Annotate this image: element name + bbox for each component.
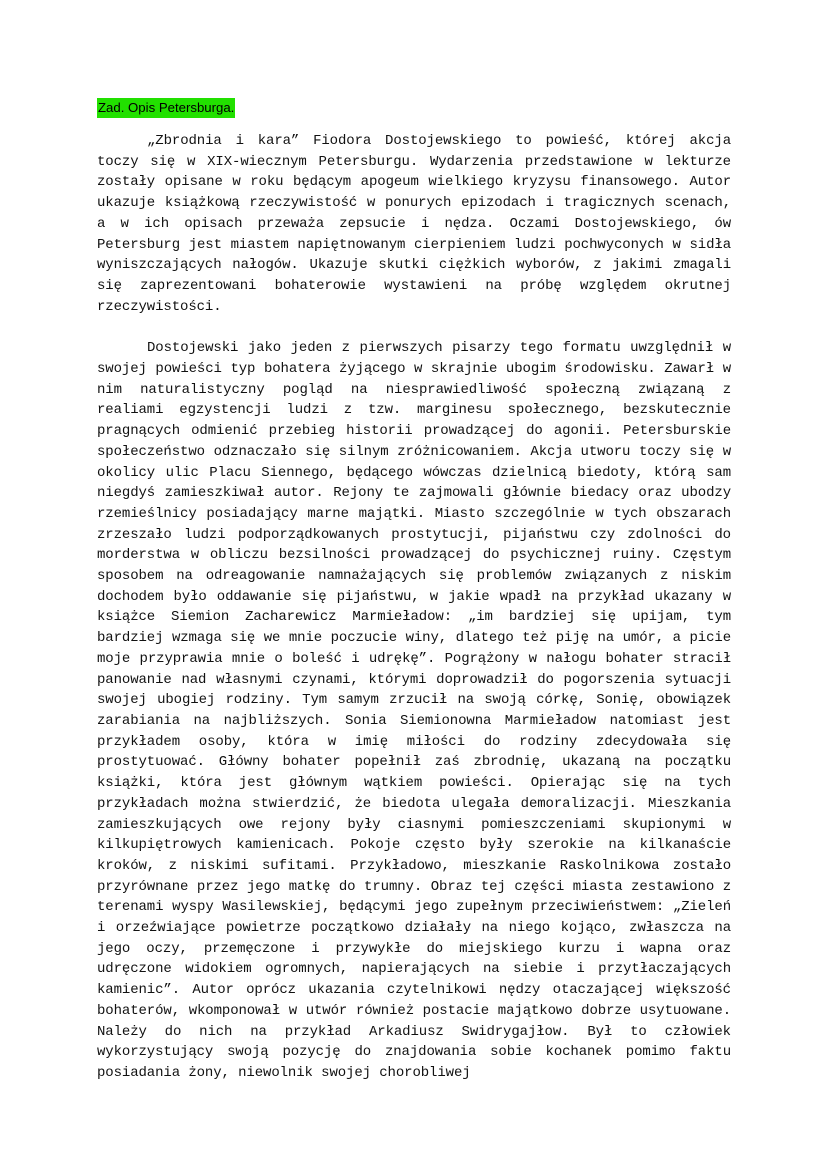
paragraph-2: Dostojewski jako jeden z pierwszych pisarzy tego formatu uwzględnił w swojej powieści typ bohatera żyjącego w skrajnie ubogim środowisku. Zawarł w nim naturalistyczny pogląd na niesprawiedliwość społeczną związaną z realiami egzystencji ludzi z tzw. marginesu społecznego, bezskutecznie pragnących odmienić przebieg historii prowadzącej do agonii. Petersburskie społeczeństwo odznaczało się silnym zróżnicowaniem. Akcja utworu toczy się w okolicy ulic Placu Siennego, będącego wówczas dzielnicą biedoty, którą sam niegdyś zamieszkiwał autor. Rejony te zajmowali głównie biedacy oraz ubodzy rzemieślnicy posiadający marne majątki. Miasto szczególnie w tych obszarach zrzeszało ludzi podporządkowanych prostytucji, pijaństwu czy zdolności do morderstwa w obliczu bezsilności prowadzącej do psychicznej ruiny. Częstym sposobem na odreagowanie namnażających się problemów związanych z niskim dochodem było oddawanie się pijaństwu, w jakie wpadł na przykład ukazany w książce Siemion Zacharewicz Marmieładow: „im bardziej się upijam, tym bardziej wzmaga się we mnie poczucie winy, dlatego też piję na umór, a picie moje przyprawia mnie o boleść i udrękę”. Pogrążony w nałogu bohater stracił panowanie nad własnymi czynami, którymi doprowadził do pogorszenia sytuacji swojej ubogiej rodziny. Tym samym zrzucił na swoją córkę, Sonię, obowiązek zarabiania na najbliższych. Sonia Siemionowna Marmieładow natomiast jest przykładem osoby, która w imię miłości do rodziny zdecydowała się prostytuować. Główny bohater popełnił zaś zbrodnię, ukazaną na początku książki, która jest głównym wątkiem powieści. Opierając się na tych przykładach można stwierdzić, że biedota ulegała demoralizacji. Mieszkania zamieszkujących owe rejony były ciasnymi pomieszczeniami skupionymi w kilkupiętrowych kamienicach. Pokoje często były szerokie na kilkanaście kroków, z niskimi sufitami. Przykładowo, mieszkanie Raskolnikowa zostało przyrównane przez jego matkę do trumny. Obraz tej części miasta zestawiono z terenami wyspy Wasilewskiej, będącymi jego zupełnym przeciwieństwem: „Zieleń i orzeźwiające powietrze początkowo działały na niego kojąco, zwłaszcza na jego oczy, przemęczone i przywykłe do miejskiego kurzu i wapna oraz udręczone widokiem ogromnych, napierających na siebie i przytłaczających kamienic”. Autor oprócz ukazania czytelnikowi nędzy otaczającej większość bohaterów, wkomponował w utwór również postacie majątkowo dobrze usytuowane. Należy do nich na przykład Arkadiusz Swidrygajłow. Był to człowiek wykorzystujący swoją pozycję do znajdowania sobie kochanek pomimo faktu posiadania żony, niewolnik swojej chorobliwej [97, 340, 731, 1081]
document-body [97, 131, 731, 1084]
paragraph-1: „Zbrodnia i kara” Fiodora Dostojewskiego to powieść, której akcja toczy się w XIX-wiecznym Petersburgu. Wydarzenia przedstawione w lekturze zostały opisane w roku będącym apogeum wielkiego kryzysu finansowego. Autor ukazuje książkową rzeczywistość w ponurych epizodach i tragicznych scenach, a w ich opisach przeważa zepsucie i nędza. Oczami Dostojewskiego, ów Petersburg jest miastem napiętnowanym cierpieniem ludzi pochwyconych w sidła wyniszczających nałogów. Ukazuje skutki ciężkich wyborów, z jakimi zmagali się zaprezentowani bohaterowie wystawieni na próbę względem okrutnej rzeczywistości. [97, 133, 731, 315]
document-title: Zad. Opis Petersburga. [97, 98, 235, 118]
